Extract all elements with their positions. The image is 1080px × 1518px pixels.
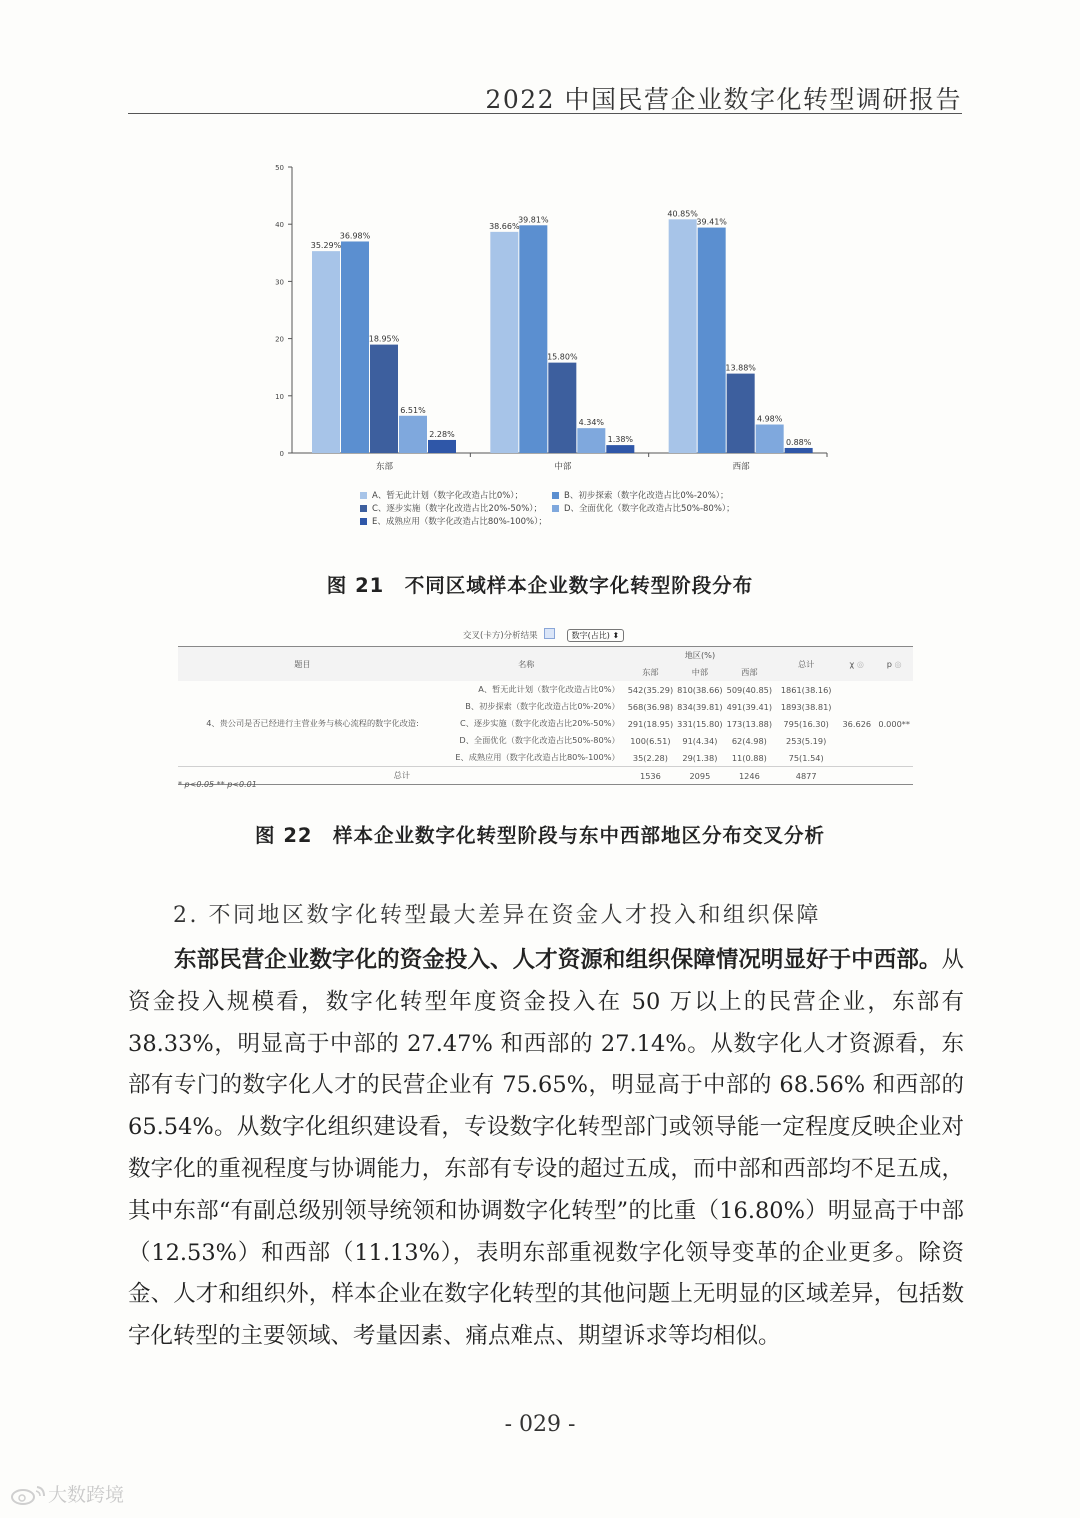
bar <box>698 228 726 453</box>
header-name: 名称 <box>427 647 626 682</box>
legend-swatch-e <box>360 518 367 525</box>
option-cell: B、初步探索（数字化改造占比0%-20%） <box>465 701 620 711</box>
bar <box>312 251 340 453</box>
bar-data-label: 39.41% <box>696 217 727 227</box>
bar-data-label: 39.81% <box>518 215 549 225</box>
y-tick-label: 0 <box>279 450 284 458</box>
display-mode-value: 数字(占比) <box>571 631 610 640</box>
cross-analysis-table <box>178 646 913 785</box>
west-cell: 11(0.88) <box>731 752 767 763</box>
bar-data-label: 15.80% <box>547 352 578 362</box>
chart-toggle-icon[interactable] <box>544 628 555 639</box>
west-cell: 491(39.41) <box>726 701 773 712</box>
y-tick-label: 50 <box>275 164 284 172</box>
header-topic: 题目 <box>178 647 427 682</box>
x-tick-label: 西部 <box>732 462 750 472</box>
west-cell: 173(13.88) <box>726 718 773 729</box>
option-cell: E、成熟应用（数字化改造占比80%-100%） <box>455 752 620 762</box>
bar-data-label: 6.51% <box>400 405 426 415</box>
watermark <box>10 1480 124 1507</box>
total-cell: 1861(38.16) <box>780 684 832 695</box>
bar <box>785 448 813 453</box>
bar-data-label: 1.38% <box>607 435 634 445</box>
bar-data-label: 4.34% <box>578 418 605 428</box>
page-number: - 029 - <box>504 1412 576 1437</box>
central-cell: 331(15.80) <box>677 718 723 729</box>
total-central: 2095 <box>675 767 724 785</box>
y-tick-label: 30 <box>275 278 284 287</box>
chi-value-cell: 36.626 <box>842 718 872 729</box>
bar-data-label: 38.66% <box>489 221 520 231</box>
bar <box>669 219 697 453</box>
east-cell: 291(18.95) <box>627 718 674 729</box>
bar <box>519 225 547 453</box>
lead-sentence: 东部民营企业数字化的资金投入、人才资源和组织保障情况明显好于中西部。 <box>174 947 942 973</box>
question-cell: 4、贵公司是否已经进行主营业务与核心流程的数字化改造: <box>206 718 419 728</box>
option-cell: A、暂无此计划（数字化改造占比0%） <box>478 684 620 694</box>
empty-cell <box>875 767 913 785</box>
x-tick-label: 中部 <box>554 462 572 472</box>
total-cell: 75(1.54) <box>788 752 824 763</box>
bar-data-label: 18.95% <box>368 334 400 344</box>
header-p-label: p <box>886 659 892 669</box>
legend-label-a: A、暂无此计划（数字化改造占比0%）； <box>372 491 524 501</box>
body-paragraph <box>128 940 964 1358</box>
x-tick-label: 东部 <box>375 462 394 472</box>
total-cell: 795(16.30) <box>783 718 829 729</box>
legend-item-b <box>552 489 729 501</box>
figure-21-caption: 图 21 不同区域样本企业数字化转型阶段分布 <box>326 574 754 597</box>
bar-data-label: 13.88% <box>725 363 756 373</box>
bar <box>756 425 784 453</box>
empty-cell <box>838 767 875 785</box>
bar <box>341 241 369 453</box>
central-cell: 29(1.38) <box>682 752 718 763</box>
header-chi-label: χ <box>849 659 855 669</box>
central-cell: 91(4.34) <box>682 735 718 746</box>
legend-label-d: D、全面优化（数字化改造占比50%-80%）； <box>564 504 735 514</box>
watermark-text: 大数跨境 <box>48 1484 125 1506</box>
display-mode-select[interactable] <box>567 629 625 642</box>
option-cell: C、逐步实施（数字化改造占比20%-50%） <box>459 718 620 728</box>
p-value-cell: 0.000** <box>878 718 910 729</box>
header-chi <box>838 647 875 682</box>
weibo-logo-icon <box>10 1484 48 1506</box>
bar-data-label: 36.98% <box>339 231 371 241</box>
y-tick-label: 40 <box>275 221 284 230</box>
bar <box>428 440 456 453</box>
header-rule <box>128 113 962 114</box>
east-cell: 568(36.98) <box>627 701 674 712</box>
legend-swatch-d <box>552 505 559 512</box>
section-heading: 2. 不同地区数字化转型最大差异在资金人才投入和组织保障 <box>173 903 821 928</box>
table-toolbar <box>463 628 624 642</box>
header-total: 总计 <box>774 647 838 682</box>
legend-swatch-b <box>552 492 559 499</box>
east-cell: 35(2.28) <box>632 752 668 763</box>
legend-label-e: E、成熟应用（数字化改造占比80%-100%）； <box>372 517 547 527</box>
header-title: 2022 中国民营企业数字化转型调研报告 <box>485 85 962 114</box>
table-toolbar-label: 交叉(卡方)分析结果 <box>463 631 538 641</box>
legend-label-c: C、逐步实施（数字化改造占比20%-50%）； <box>372 504 543 514</box>
header-region-east: 东部 <box>626 664 675 681</box>
legend-label-b: B、初步探索（数字化改造占比0%-20%）； <box>564 491 729 501</box>
legend-item-c <box>360 502 542 514</box>
total-row-label: 总计 <box>178 767 626 785</box>
y-tick-label: 20 <box>275 335 284 344</box>
bar-data-label: 40.85% <box>667 209 698 219</box>
total-cell: 1893(38.81) <box>780 701 832 712</box>
header-p <box>875 647 913 682</box>
legend-swatch-a <box>360 492 367 499</box>
bar-data-label: 35.29% <box>310 241 342 251</box>
east-cell: 542(35.29) <box>627 684 674 695</box>
east-cell: 100(6.51) <box>630 735 671 746</box>
info-icon: ◎ <box>856 659 865 669</box>
bar <box>548 363 576 453</box>
select-arrows-icon: ⬍ <box>612 631 620 640</box>
legend-swatch-c <box>360 505 367 512</box>
bar-data-label: 4.98% <box>756 414 783 424</box>
bar <box>606 445 634 453</box>
info-icon: ◎ <box>894 659 902 669</box>
bar <box>399 416 427 453</box>
table-total-row <box>178 767 913 785</box>
total-cell: 253(5.19) <box>786 735 827 746</box>
legend-item-d <box>552 502 735 514</box>
central-cell: 834(39.81) <box>677 701 723 712</box>
significance-note: * p<0.05 ** p<0.01 <box>178 780 257 789</box>
legend-item-e <box>360 515 547 527</box>
header-region-central: 中部 <box>675 664 724 681</box>
total-all: 4877 <box>774 767 838 785</box>
central-cell: 810(38.66) <box>677 684 723 695</box>
cross-analysis-table-panel <box>178 628 913 789</box>
y-tick-label: 10 <box>275 392 284 401</box>
option-cell: D、全面优化（数字化改造占比50%-80%） <box>459 735 620 745</box>
bar-chart <box>262 155 842 485</box>
bar-data-label: 2.28% <box>429 429 455 439</box>
bar <box>490 232 518 453</box>
body-text: 从资金投入规模看，数字化转型年度资金投入在 50 万以上的民营企业，东部有 38.33%，明显高于中部的 27.47% 和西部的 27.14%。从数字化人才资源看，东部有专门的数字化人才的民营企业有 75.65%，明显高于中部的 68.56% 和西部的 65.54%。从数字化组织建设看，专设数字化转型部门或领导能一定程度反映企业对数字化的重视程度与协调能力，东部有专设的超过五成，而中部和西部均不足五成，其中东部“有副总级别领导统领和协调数字化转型”的比重（16.80%）明显高于中部（12.53%）和西部（11.13%），表明东部重视数字化领导变革的企业更多。除资金、人才和组织外，样本企业在数字化转型的其他问题上无明显的区域差异，包括数字化转型的主要领域、考量因素、痛点难点、期望诉求等均相似。 <box>128 947 964 1350</box>
bar-data-label: 0.88% <box>785 437 812 447</box>
header-region-west: 西部 <box>725 664 774 681</box>
total-east: 1536 <box>626 767 675 785</box>
bar <box>577 428 605 453</box>
header-region-group: 地区(%) <box>626 647 774 665</box>
figure-22-caption: 图 22 样本企业数字化转型阶段与东中西部地区分布交叉分析 <box>255 824 825 847</box>
table-row <box>178 681 913 698</box>
legend-item-a <box>360 489 523 501</box>
bar <box>370 345 398 453</box>
bar <box>727 374 755 453</box>
west-cell: 62(4.98) <box>731 735 767 746</box>
west-cell: 509(40.85) <box>726 684 773 695</box>
total-west: 1246 <box>725 767 774 785</box>
